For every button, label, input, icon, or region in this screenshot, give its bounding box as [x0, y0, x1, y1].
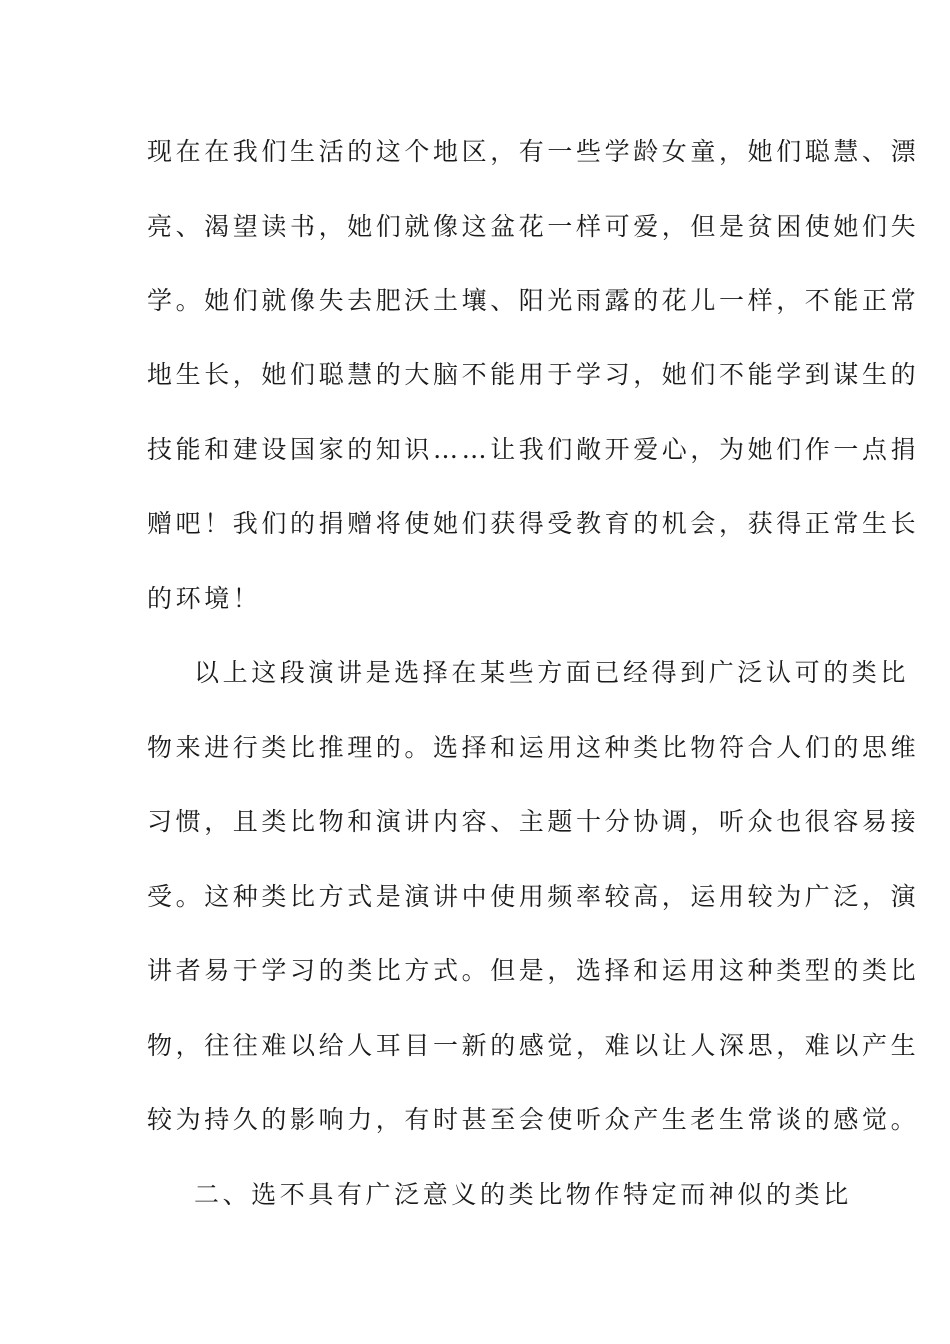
text-line: 学。她们就像失去肥沃土壤、阳光雨露的花儿一样，不能正常 — [147, 286, 920, 315]
paragraph-first-line: 以上这段演讲是选择在某些方面已经得到广泛认可的类比 — [194, 658, 910, 687]
text-line: 亮、渴望读书，她们就像这盆花一样可爱，但是贫困使她们失 — [147, 212, 920, 241]
text-line: 物，往往难以给人耳目一新的感觉，难以让人深思，难以产生 — [147, 1031, 920, 1060]
section-heading: 二、选不具有广泛意义的类比物作特定而神似的类比 — [194, 1180, 852, 1209]
text-line: 习惯，且类比物和演讲内容、主题十分协调，听众也很容易接 — [147, 807, 920, 836]
text-line: 受。这种类比方式是演讲中使用频率较高，运用较为广泛，演 — [147, 882, 920, 911]
text-line: 现在在我们生活的这个地区，有一些学龄女童，她们聪慧、漂 — [147, 137, 920, 166]
text-line: 技能和建设国家的知识……让我们敞开爱心，为她们作一点捐 — [147, 435, 920, 464]
text-line: 物来进行类比推理的。选择和运用这种类比物符合人们的思维 — [147, 733, 920, 762]
text-line: 赠吧！我们的捐赠将使她们获得受教育的机会，获得正常生长 — [147, 509, 920, 538]
text-line: 地生长，她们聪慧的大脑不能用于学习，她们不能学到谋生的 — [147, 360, 920, 389]
text-line: 较为持久的影响力，有时甚至会使听众产生老生常谈的感觉。 — [147, 1105, 920, 1134]
text-line: 的环境！ — [147, 584, 262, 613]
text-line: 讲者易于学习的类比方式。但是，选择和运用这种类型的类比 — [147, 956, 920, 985]
